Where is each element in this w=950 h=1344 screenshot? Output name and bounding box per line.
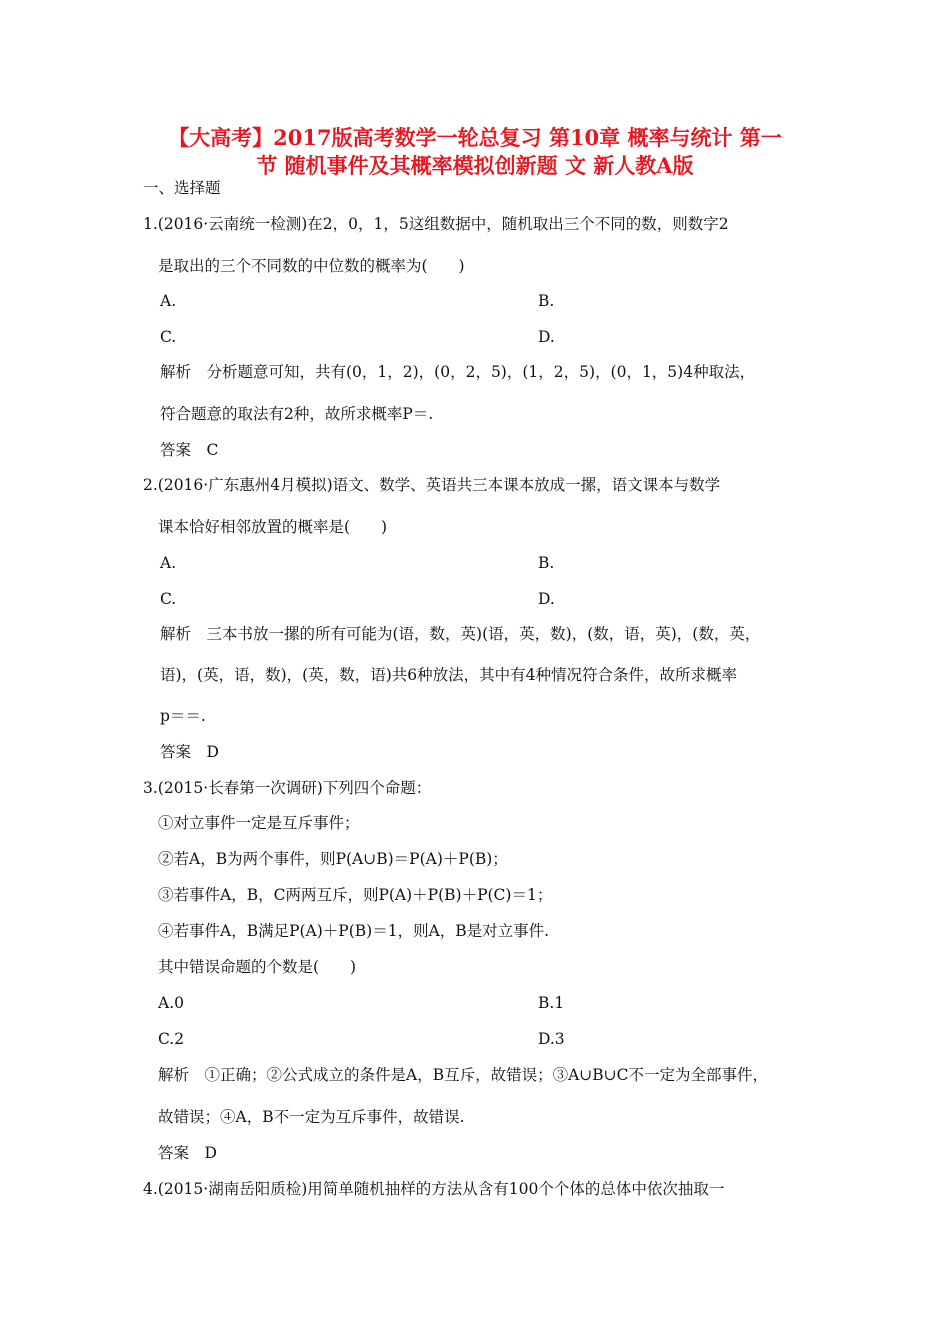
q3-analysis-line1: 解析 ①正确；②公式成立的条件是A，B互斥，故错误；③A∪B∪C不一定为全部事件， — [158, 1066, 769, 1084]
document-title-line1: 【大高考】2017版高考数学一轮总复习 第10章 概率与统计 第一 — [168, 125, 782, 150]
q3-proposition-3: ③若事件A，B，C两两互斥，则P(A)＋P(B)＋P(C)＝1； — [158, 886, 553, 904]
q3-answer: 答案 D — [158, 1144, 217, 1162]
q3-option-c: C.2 — [158, 1030, 185, 1048]
q1-option-a: A. — [160, 292, 177, 310]
q2-analysis-line1: 解析 三本书放一摞的所有可能为(语，数，英)(语，英，数)，(数，语，英)，(数，英， — [160, 625, 761, 643]
q4-stem-line1: 4.(2015·湖南岳阳质检)用简单随机抽样的方法从含有100个个体的总体中依次抽取一 — [143, 1180, 725, 1198]
q2-option-c: C. — [160, 590, 177, 608]
q1-answer: 答案 C — [160, 441, 219, 459]
q3-option-d: D.3 — [538, 1030, 565, 1048]
q1-option-b: B. — [538, 292, 555, 310]
q3-option-a: A.0 — [158, 994, 184, 1012]
q1-analysis-line1: 解析 分析题意可知，共有(0，1，2)，(0，2，5)，(1，2，5)，(0，1，5)4种取法， — [160, 363, 756, 381]
q1-option-d: D. — [538, 328, 555, 346]
q3-analysis-line2: 故错误；④A，B不一定为互斥事件，故错误. — [158, 1108, 465, 1126]
section-heading: 一、选择题 — [143, 179, 221, 197]
q3-option-b: B.1 — [538, 994, 565, 1012]
q2-option-a: A. — [160, 554, 177, 572]
q3-proposition-1: ①对立事件一定是互斥事件； — [158, 814, 360, 832]
q2-stem-line2: 课本恰好相邻放置的概率是( ) — [158, 518, 388, 536]
q2-option-d: D. — [538, 590, 555, 608]
q3-question: 其中错误命题的个数是( ) — [158, 958, 357, 976]
document-title-line2: 节 随机事件及其概率模拟创新题 文 新人教A版 — [256, 153, 694, 178]
q2-analysis-line3: p＝＝. — [160, 707, 206, 725]
q1-stem-line1: 1.(2016·云南统一检测)在2，0，1，5这组数据中，随机取出三个不同的数，则数字2 — [143, 215, 729, 233]
q1-stem-line2: 是取出的三个不同数的中位数的概率为( ) — [158, 257, 465, 275]
q2-answer: 答案 D — [160, 743, 219, 761]
q3-proposition-4: ④若事件A，B满足P(A)＋P(B)＝1，则A，B是对立事件. — [158, 922, 550, 940]
q2-option-b: B. — [538, 554, 555, 572]
q3-stem: 3.(2015·长春第一次调研)下列四个命题： — [143, 779, 432, 797]
q3-proposition-2: ②若A，B为两个事件，则P(A∪B)＝P(A)＋P(B)； — [158, 850, 508, 868]
q2-analysis-line2: 语)，(英，语，数)，(英，数，语)共6种放法，其中有4种情况符合条件，故所求概率 — [160, 666, 737, 684]
q1-option-c: C. — [160, 328, 177, 346]
q1-analysis-line2: 符合题意的取法有2种，故所求概率P＝. — [160, 405, 434, 423]
q2-stem-line1: 2.(2016·广东惠州4月模拟)语文、数学、英语共三本课本放成一摞，语文课本与数学 — [143, 476, 721, 494]
